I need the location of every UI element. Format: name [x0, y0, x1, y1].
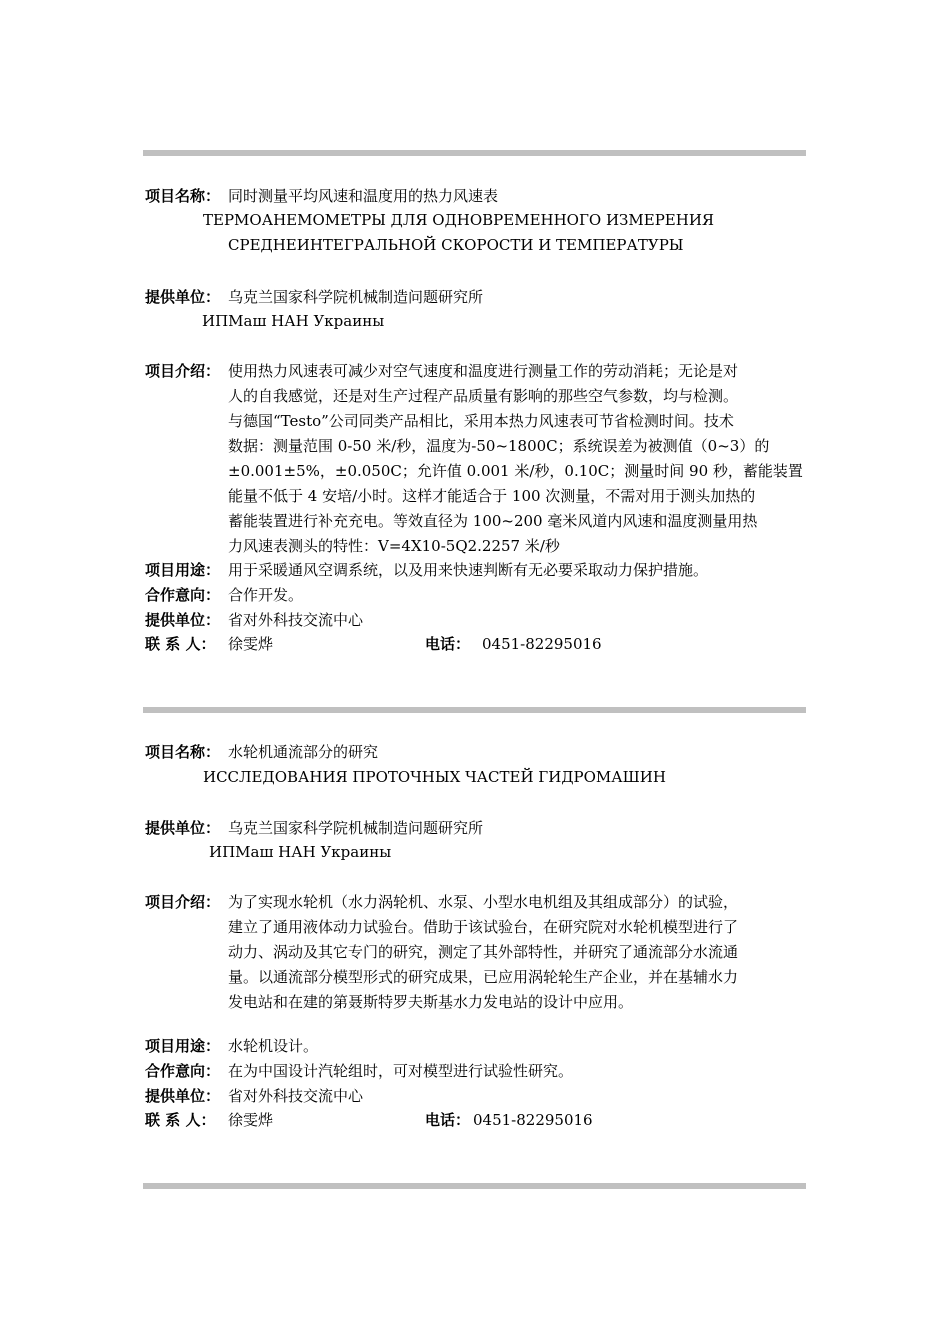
- intro-line: 数据：测量范围 0-50 米/秒，温度为-50~1800C；系统误差为被测值（0~3）的: [228, 437, 770, 455]
- phone-label: 电话：: [425, 635, 471, 653]
- provider-cn: 乌克兰国家科学院机械制造问题研究所: [228, 288, 484, 306]
- provider2-label: 提供单位：: [145, 611, 221, 629]
- use-value: 水轮机设计。: [228, 1037, 319, 1055]
- intro-line: 人的自我感觉，还是对生产过程产品质量有影响的那些空气参数，均与检测。: [228, 387, 739, 405]
- intro-line: ±0.001±5%，±0.050C；允许值 0.001 米/秒，0.10C；测量时间 90 秒，蓄能装置: [228, 462, 803, 480]
- intro-line: 与德国“Testo”公司同类产品相比，采用本热力风速表可节省检测时间。技术: [228, 412, 734, 430]
- project-entry-1: [145, 184, 807, 664]
- provider2-value: 省对外科技交流中心: [228, 1087, 364, 1105]
- project-name-cn: 水轮机通流部分的研究: [228, 743, 379, 761]
- intro-text: [228, 890, 803, 1015]
- intro-line: 能量不低于 4 安培/小时。这样才能适合于 100 次测量，不需对用于测头加热的: [228, 487, 756, 505]
- section-divider: [143, 707, 806, 713]
- project-name-label: 项目名称：: [145, 743, 221, 761]
- phone-value: 0451-82295016: [482, 635, 602, 653]
- section-divider: [143, 1183, 806, 1189]
- contact-row: [145, 632, 807, 657]
- project-name-label: 项目名称：: [145, 187, 221, 205]
- coop-label: 合作意向：: [145, 586, 221, 604]
- coop-label: 合作意向：: [145, 1062, 221, 1080]
- provider2-label: 提供单位：: [145, 1087, 221, 1105]
- phone-label: 电话：: [425, 1111, 471, 1129]
- provider-ru: ИПМаш НАН Украины: [209, 843, 392, 861]
- intro-line: 发电站和在建的第聂斯特罗夫斯基水力发电站的设计中应用。: [228, 993, 634, 1011]
- provider-cn: 乌克兰国家科学院机械制造问题研究所: [228, 819, 484, 837]
- use-label: 项目用途：: [145, 1037, 221, 1055]
- intro-text: [228, 359, 803, 559]
- contact-value: 徐雯烨: [228, 1111, 274, 1129]
- provider-label: 提供单位：: [145, 288, 221, 306]
- project-name-ru-line-2: СРЕДНЕИНТЕГРАЛЬНОЙ СКОРОСТИ И ТЕМПЕРАТУРЫ: [228, 236, 684, 254]
- contact-value: 徐雯烨: [228, 635, 274, 653]
- intro-line: 蓄能装置进行补充充电。等效直径为 100~200 毫米风道内风速和温度测量用热: [228, 512, 758, 530]
- intro-line: 力风速表测头的特性：V=4X10-5Q2.2257 米/秒: [228, 537, 560, 555]
- project-name-cn: 同时测量平均风速和温度用的热力风速表: [228, 187, 499, 205]
- intro-label: 项目介绍：: [145, 362, 221, 380]
- coop-value: 合作开发。: [228, 586, 304, 604]
- intro-line: 建立了通用液体动力试验台。借助于该试验台，在研究院对水轮机模型进行了: [228, 918, 739, 936]
- phone-value: 0451-82295016: [473, 1111, 593, 1129]
- use-value: 用于采暖通风空调系统，以及用来快速判断有无必要采取动力保护措施。: [228, 561, 709, 579]
- coop-value: 在为中国设计汽轮组时，可对模型进行试验性研究。: [228, 1062, 574, 1080]
- project-entry-2: [145, 740, 807, 1140]
- intro-line: 为了实现水轮机（水力涡轮机、水泵、小型水电机组及其组成部分）的试验，: [228, 893, 739, 911]
- section-divider: [143, 150, 806, 156]
- provider2-value: 省对外科技交流中心: [228, 611, 364, 629]
- intro-line: 使用热力风速表可减少对空气速度和温度进行测量工作的劳动消耗；无论是对: [228, 362, 739, 380]
- intro-line: 量。以通流部分模型形式的研究成果，已应用涡轮轮生产企业，并在基辅水力: [228, 968, 739, 986]
- project-name-ru-line-1: ТЕРМОАНЕМОМЕТРЫ ДЛЯ ОДНОВРЕМЕННОГО ИЗМЕРЕНИЯ: [203, 211, 715, 229]
- intro-label: 项目介绍：: [145, 893, 221, 911]
- provider-ru: ИПМаш НАН Украины: [202, 312, 385, 330]
- contact-label: 联 系 人：: [145, 1111, 216, 1129]
- use-label: 项目用途：: [145, 561, 221, 579]
- project-name-ru-line-1: ИССЛЕДОВАНИЯ ПРОТОЧНЫХ ЧАСТЕЙ ГИДРОМАШИН: [203, 768, 666, 786]
- contact-row: [145, 1108, 807, 1133]
- intro-line: 动力、涡动及其它专门的研究，测定了其外部特性，并研究了通流部分水流通: [228, 943, 739, 961]
- contact-label: 联 系 人：: [145, 635, 216, 653]
- provider-label: 提供单位：: [145, 819, 221, 837]
